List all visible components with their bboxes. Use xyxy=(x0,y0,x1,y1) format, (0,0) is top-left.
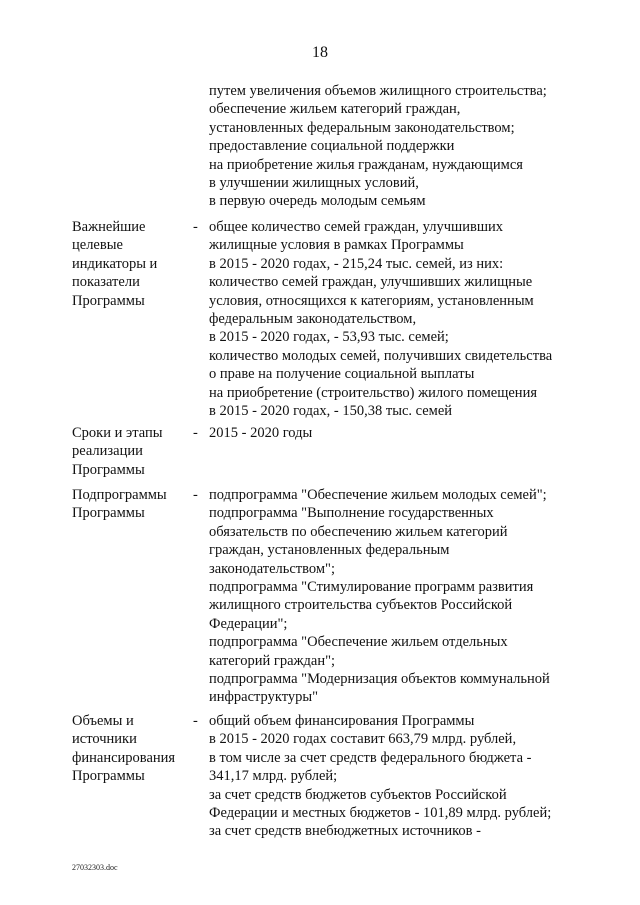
content-line: количество молодых семей, получивших свидетельства xyxy=(209,347,553,364)
content-line: Федерации и местных бюджетов - 101,89 млрд. рублей; xyxy=(209,805,552,822)
section-content xyxy=(209,424,312,442)
document-filename: 27032303.doc xyxy=(72,863,118,872)
content-line: обязательств по обеспечению жильем категорий xyxy=(209,523,508,540)
content-line: в 2015 - 2020 годах, - 53,93 тыс. семей; xyxy=(209,329,449,346)
label-line: Программы xyxy=(72,461,145,478)
content-line: жилищного строительства субъектов Российской xyxy=(209,597,513,614)
label-line: источники xyxy=(72,731,137,748)
content-line: за счет средств бюджетов субъектов Российской xyxy=(209,786,507,803)
content-line: в 2015 - 2020 годах, - 215,24 тыс. семей, из них: xyxy=(209,255,504,272)
content-line: Федерации"; xyxy=(209,615,288,632)
content-line: количество семей граждан, улучшивших жилищные xyxy=(209,274,533,291)
intro-line: на приобретение жилья гражданам, нуждающимся xyxy=(209,156,523,173)
content-line: подпрограмма "Обеспечение жильем молодых семей"; xyxy=(209,487,547,503)
section-content xyxy=(209,218,552,420)
intro-line: предоставление социальной поддержки xyxy=(209,138,455,155)
content-line: федеральным законодательством, xyxy=(209,311,417,328)
label-line: Программы xyxy=(72,768,145,785)
content-line: за счет средств внебюджетных источников - xyxy=(209,823,481,840)
intro-line: в первую очередь молодым семьям xyxy=(209,193,426,210)
section-dash: - xyxy=(193,425,198,441)
content-line: на приобретение (строительство) жилого помещения xyxy=(209,384,537,401)
content-line: граждан, установленных федеральным xyxy=(209,542,450,559)
label-line: Программы xyxy=(72,292,145,309)
label-line: Сроки и этапы xyxy=(72,425,163,441)
section-dash: - xyxy=(193,219,198,235)
content-line: законодательством"; xyxy=(209,560,335,577)
content-line: условия, относящихся к категориям, установленным xyxy=(209,292,534,309)
content-line: подпрограмма "Стимулирование программ развития xyxy=(209,579,534,596)
content-line: в том числе за счет средств федерального бюджета - xyxy=(209,749,532,766)
content-line: общий объем финансирования Программы xyxy=(209,713,475,729)
section-label xyxy=(72,218,192,310)
content-line: подпрограмма "Обеспечение жильем отдельных xyxy=(209,634,508,651)
section-label xyxy=(72,712,192,786)
label-line: целевые xyxy=(72,237,123,254)
section-label xyxy=(72,424,192,479)
content-line: категорий граждан"; xyxy=(209,652,336,669)
label-line: показатели xyxy=(72,274,140,291)
content-line: 341,17 млрд. рублей; xyxy=(209,768,338,785)
content-line: о праве на получение социальной выплаты xyxy=(209,366,475,383)
section-dash: - xyxy=(193,713,198,729)
intro-line: установленных федеральным законодательством; xyxy=(209,119,515,136)
intro-line: обеспечение жильем категорий граждан, xyxy=(209,101,461,118)
intro-line: в улучшении жилищных условий, xyxy=(209,175,419,192)
label-line: индикаторы и xyxy=(72,255,158,272)
content-line: в 2015 - 2020 годах составит 663,79 млрд. рублей, xyxy=(209,731,517,748)
content-line: общее количество семей граждан, улучшивших xyxy=(209,219,503,235)
content-line: подпрограмма "Выполнение государственных xyxy=(209,505,494,522)
content-line: жилищные условия в рамках Программы xyxy=(209,237,464,254)
page-number: 18 xyxy=(312,44,328,61)
section-content xyxy=(209,712,551,841)
label-line: Объемы и xyxy=(72,713,134,729)
section-label xyxy=(72,486,192,523)
content-line: в 2015 - 2020 годах, - 150,38 тыс. семей xyxy=(209,403,453,420)
intro-text xyxy=(209,82,547,211)
label-line: реализации xyxy=(72,443,143,460)
label-line: Подпрограммы xyxy=(72,487,167,503)
label-line: Важнейшие xyxy=(72,219,146,235)
content-line: 2015 - 2020 годы xyxy=(209,425,313,441)
section-content xyxy=(209,486,550,707)
label-line: финансирования xyxy=(72,749,176,766)
intro-line: путем увеличения объемов жилищного строительства; xyxy=(209,83,547,99)
content-line: подпрограмма "Модернизация объектов коммунальной xyxy=(209,671,550,688)
section-dash: - xyxy=(193,487,198,503)
label-line: Программы xyxy=(72,505,145,522)
content-line: инфраструктуры" xyxy=(209,689,319,706)
